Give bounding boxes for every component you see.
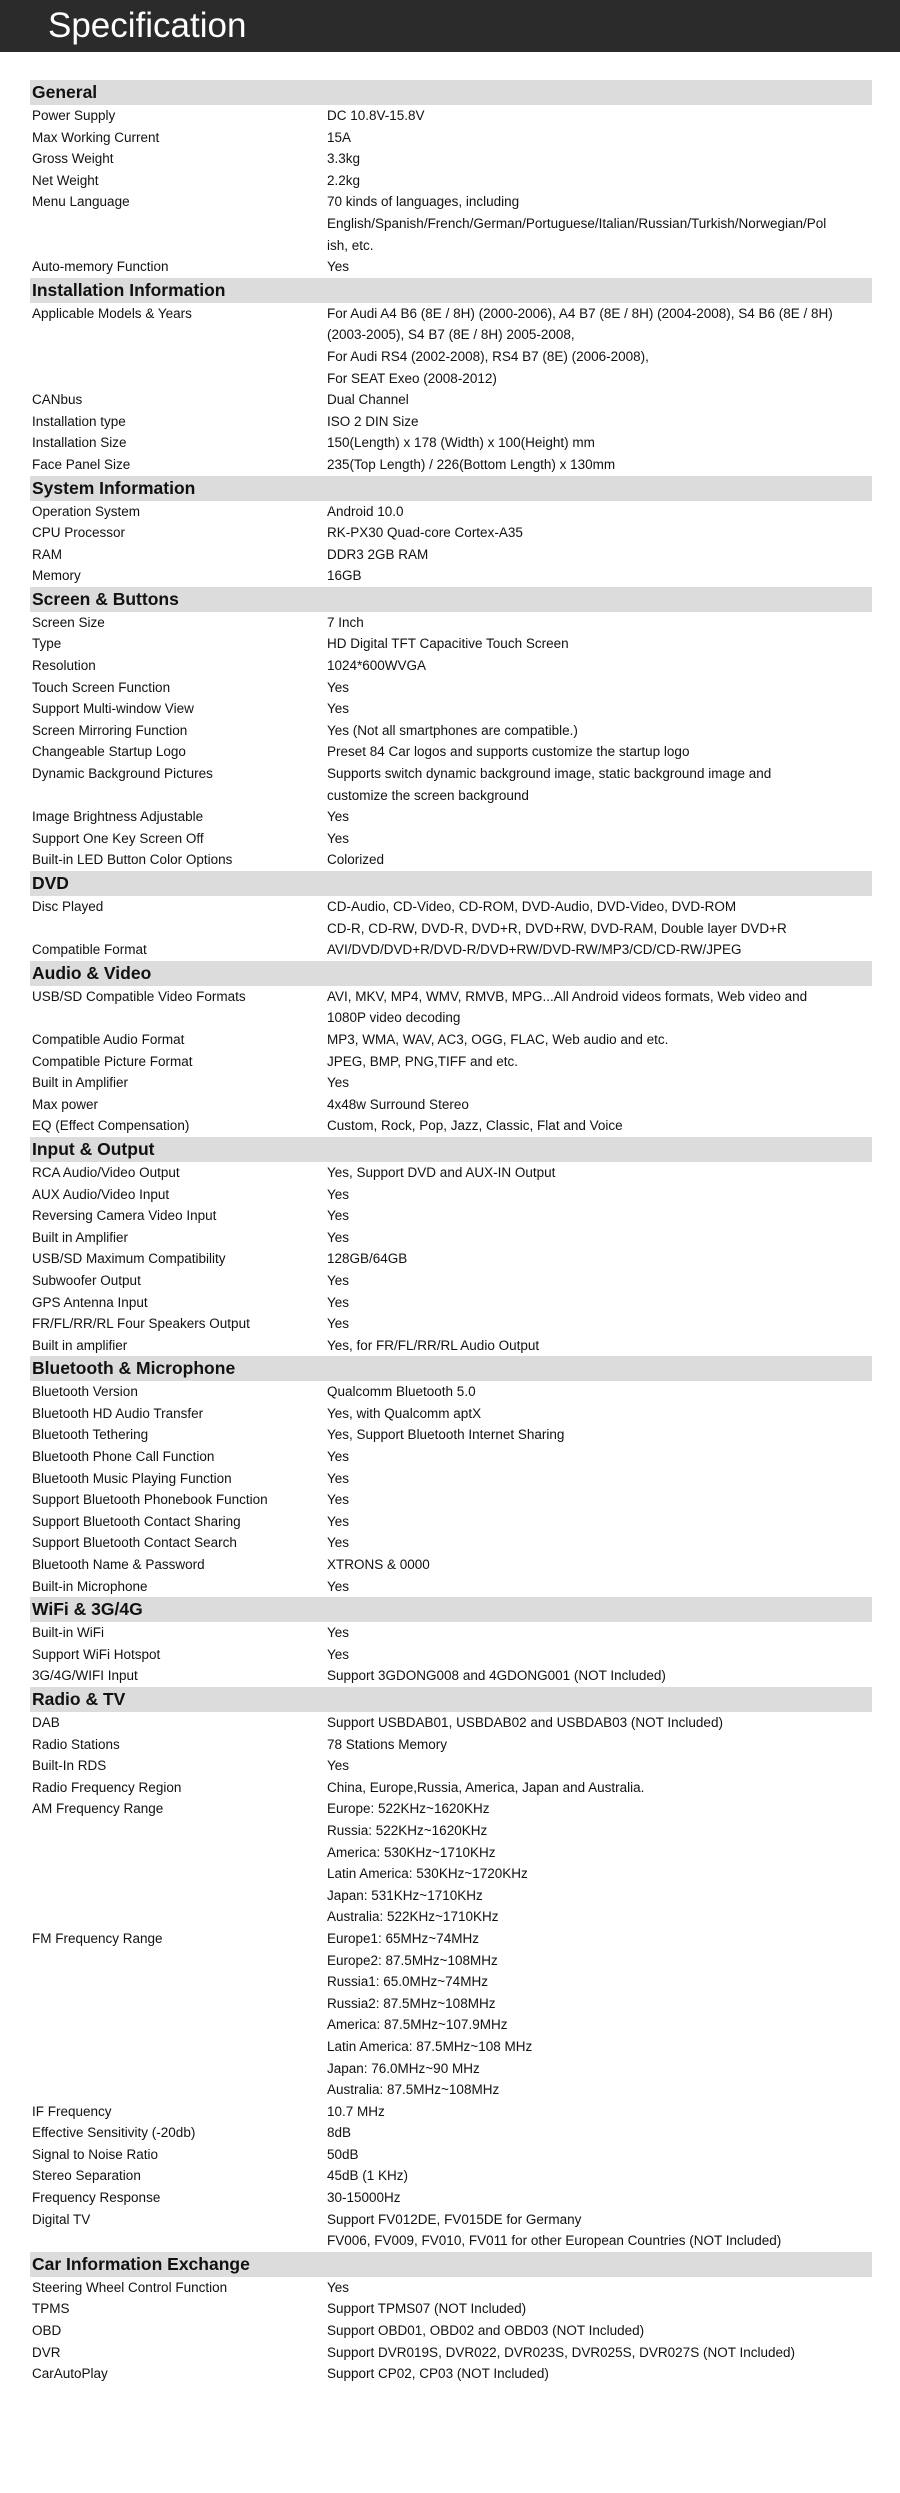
section-header: Bluetooth & Microphone [30,1356,872,1381]
spec-value: Europe1: 65MHz~74MHz Europe2: 87.5MHz~108MHz Russia1: 65.0MHz~74MHz Russia2: 87.5MHz~108MHz America: 87.5MHz~107.9MHz Latin America: 87.5MHz~108 MHz Japan: 76.0MHz~90 MHz Australia: 87.5MHz~108MHz [327,1930,533,2098]
spec-label: RCA Audio/Video Output [32,1164,180,1180]
spec-label: Power Supply [32,108,116,123]
spec-label: DVR [32,2344,61,2360]
spec-row [30,1755,872,1777]
spec-label: Type [32,636,62,652]
spec-row [30,2320,872,2342]
spec-section [30,871,872,961]
spec-label: Radio Frequency Region [32,1779,182,1795]
spec-label: FR/FL/RR/RL Four Speakers Output [32,1316,250,1332]
spec-value: 235(Top Length) / 226(Bottom Length) x 130mm [327,456,616,472]
spec-label: Installation Size [32,435,127,451]
spec-value: Yes, Support Bluetooth Internet Sharing [327,1427,565,1443]
spec-label: Net Weight [32,172,99,188]
spec-value: China, Europe,Russia, America, Japan and Australia. [327,1779,645,1795]
spec-label: Operation System [32,503,141,519]
spec-label: Support One Key Screen Off [32,830,204,846]
section-header: General [30,80,872,105]
spec-label: Screen Size [32,614,105,630]
spec-row [30,1798,872,1928]
spec-table [30,80,872,2385]
spec-value: Support TPMS07 (NOT Included) [327,2301,527,2317]
spec-label: Support Bluetooth Phonebook Function [32,1492,268,1508]
spec-value: Yes [327,2279,350,2295]
spec-value: 10.7 MHz [327,2103,385,2119]
spec-label: CarAutoPlay [32,2366,108,2382]
spec-value: Yes [327,1625,350,1641]
spec-row [30,1270,872,1292]
section-header: WiFi & 3G/4G [30,1597,872,1622]
spec-row [30,2342,872,2364]
spec-row [30,1734,872,1756]
spec-label: Compatible Audio Format [32,1031,185,1047]
spec-value: AVI/DVD/DVD+R/DVD-R/DVD+RW/DVD-RW/MP3/CD/CD-RW/JPEG [327,942,742,958]
spec-section [30,1137,872,1356]
spec-label: Bluetooth Tethering [32,1427,149,1443]
spec-row [30,1777,872,1799]
spec-label: Disc Played [32,899,104,914]
spec-label: USB/SD Compatible Video Formats [32,988,246,1004]
spec-label: 3G/4G/WIFI Input [32,1668,138,1684]
spec-value: For Audi A4 B6 (8E / 8H) (2000-2006), A4 B7 (8E / 8H) (2004-2008), S4 B6 (8E / 8H) (2003-2005), S4 B7 (8E / 8H) 2005-2008, For Audi RS4 (2002-2008), RS4 B7 (8E) (2006-2008), For SEAT Exeo (2008-2012) [327,305,833,386]
spec-label: TPMS [32,2301,70,2317]
spec-label: Support Bluetooth Contact Search [32,1535,237,1551]
spec-row [30,170,872,192]
spec-row [30,2298,872,2320]
spec-row [30,1248,872,1270]
spec-section [30,587,872,871]
spec-label: CANbus [32,392,83,408]
spec-row [30,1115,872,1137]
spec-row [30,655,872,677]
spec-row [30,1313,872,1335]
spec-label: Compatible Format [32,942,147,958]
spec-value: Yes [327,1272,350,1288]
spec-label: Screen Mirroring Function [32,722,188,738]
spec-value: Custom, Rock, Pop, Jazz, Classic, Flat and Voice [327,1118,623,1134]
spec-row [30,544,872,566]
spec-label: Radio Stations [32,1736,120,1752]
spec-label: Changeable Startup Logo [32,744,186,760]
spec-value: Yes [327,259,350,275]
spec-section [30,1356,872,1597]
spec-label: Bluetooth HD Audio Transfer [32,1405,204,1421]
spec-label: Bluetooth Phone Call Function [32,1449,215,1465]
spec-row [30,1403,872,1425]
spec-row [30,1424,872,1446]
spec-row [30,127,872,149]
section-header: Installation Information [30,278,872,303]
spec-label: GPS Antenna Input [32,1294,148,1310]
spec-value: Yes [327,1470,350,1486]
spec-value: Yes [327,1229,350,1245]
section-header: Input & Output [30,1137,872,1162]
spec-value: Support OBD01, OBD02 and OBD03 (NOT Included) [327,2323,645,2339]
spec-value: CD-Audio, CD-Video, CD-ROM, DVD-Audio, DVD-Video, DVD-ROM CD-R, CD-RW, DVD-R, DVD+R, DVD+RW, DVD-RAM, Double layer DVD+R [327,899,787,936]
spec-value: Qualcomm Bluetooth 5.0 [327,1384,476,1400]
spec-value: 15A [327,129,352,145]
spec-row [30,2101,872,2123]
spec-value: Preset 84 Car logos and supports customize the startup logo [327,744,690,760]
spec-value: Yes [327,1186,350,1202]
section-header: DVD [30,871,872,896]
spec-label: Menu Language [32,194,130,210]
spec-label: Frequency Response [32,2190,161,2206]
spec-row [30,2165,872,2187]
spec-label: Applicable Models & Years [32,305,192,321]
spec-label: Bluetooth Music Playing Function [32,1470,232,1486]
spec-row [30,1227,872,1249]
spec-value: Support 3GDONG008 and 4GDONG001 (NOT Included) [327,1668,666,1684]
spec-value: Yes [327,679,350,695]
spec-label: Auto-memory Function [32,259,169,275]
spec-row [30,1511,872,1533]
spec-value: Supports switch dynamic background image, static background image and customize the screen background [327,766,772,803]
spec-value: 45dB (1 KHz) [327,2168,409,2184]
spec-row [30,1446,872,1468]
spec-label: Memory [32,568,81,584]
spec-row [30,191,872,256]
spec-row [30,2187,872,2209]
spec-row [30,1576,872,1598]
spec-row [30,1072,872,1094]
spec-value: JPEG, BMP, PNG,TIFF and etc. [327,1053,519,1069]
spec-row [30,677,872,699]
spec-row [30,720,872,742]
spec-row [30,105,872,127]
spec-label: Effective Sensitivity (-20db) [32,2125,196,2141]
spec-value: RK-PX30 Quad-core Cortex-A35 [327,525,523,541]
spec-label: Resolution [32,658,96,674]
spec-value: DDR3 2GB RAM [327,546,429,562]
spec-label: CPU Processor [32,525,126,541]
spec-row [30,1554,872,1576]
spec-value: Yes [327,1075,350,1091]
spec-label: USB/SD Maximum Compatibility [32,1251,226,1267]
spec-value: Yes [327,1535,350,1551]
section-header: Car Information Exchange [30,2252,872,2277]
spec-value: AVI, MKV, MP4, WMV, RMVB, MPG...All Android videos formats, Web video and 1080P video decoding [327,988,808,1026]
spec-row [30,522,872,544]
spec-row [30,256,872,278]
spec-row [30,411,872,433]
spec-value: Yes [327,809,350,825]
spec-row [30,1162,872,1184]
spec-value: Yes [327,1758,350,1774]
spec-row [30,1335,872,1357]
spec-value: HD Digital TFT Capacitive Touch Screen [327,636,569,652]
spec-value: Yes [327,1578,350,1594]
spec-row [30,1712,872,1734]
spec-row [30,2277,872,2299]
spec-row [30,303,872,389]
spec-label: AUX Audio/Video Input [32,1186,170,1202]
spec-label: Signal to Noise Ratio [32,2146,159,2162]
spec-label: FM Frequency Range [32,1930,163,1946]
spec-value: 78 Stations Memory [327,1736,448,1752]
spec-row [30,1665,872,1687]
spec-label: EQ (Effect Compensation) [32,1118,190,1134]
spec-value: Yes [327,701,350,717]
spec-value: Yes [327,1513,350,1529]
spec-row [30,1381,872,1403]
spec-value: 4x48w Surround Stereo [327,1096,469,1112]
spec-row [30,1622,872,1644]
spec-value: 3.3kg [327,151,361,167]
spec-row [30,806,872,828]
spec-value: Europe: 522KHz~1620KHz Russia: 522KHz~1620KHz America: 530KHz~1710KHz Latin America: 530KHz~1720KHz Japan: 531KHz~1710KHz Australia: 522KHz~1710KHz [327,1801,528,1925]
spec-row [30,389,872,411]
spec-row [30,1644,872,1666]
spec-value: 50dB [327,2146,359,2162]
spec-label: Gross Weight [32,151,114,167]
spec-value: Yes [327,830,350,846]
spec-label: Bluetooth Name & Password [32,1557,205,1573]
spec-row [30,633,872,655]
spec-row [30,828,872,850]
spec-value: XTRONS & 0000 [327,1557,430,1573]
spec-label: IF Frequency [32,2103,112,2119]
spec-label: Built in Amplifier [32,1229,129,1245]
spec-label: Max power [32,1096,99,1112]
page-title: Specification [48,6,247,45]
spec-value: 128GB/64GB [327,1251,408,1267]
spec-row [30,986,872,1029]
section-header: Radio & TV [30,1687,872,1712]
spec-value: Yes (Not all smartphones are compatible.) [327,722,578,738]
spec-row [30,763,872,806]
spec-row [30,501,872,523]
spec-row [30,1094,872,1116]
spec-value: 70 kinds of languages, including English/Spanish/French/German/Portuguese/Italian/Russian/Turkish/Norwegian/Pol ish, etc. [327,194,827,253]
spec-section [30,80,872,278]
spec-row [30,1205,872,1227]
spec-row [30,741,872,763]
spec-row [30,2144,872,2166]
spec-value: Yes, with Qualcomm aptX [327,1405,482,1421]
spec-label: Support WiFi Hotspot [32,1646,161,1662]
spec-value: ISO 2 DIN Size [327,413,419,429]
spec-label: Built-in WiFi [32,1625,105,1641]
spec-value: DC 10.8V-15.8V [327,108,425,123]
spec-label: Built-in Microphone [32,1578,148,1594]
spec-value: 2.2kg [327,172,361,188]
spec-row [30,896,872,939]
spec-row [30,432,872,454]
spec-value: Yes [327,1646,350,1662]
section-header: System Information [30,476,872,501]
spec-row [30,454,872,476]
spec-label: Touch Screen Function [32,679,171,695]
spec-value: Colorized [327,852,385,868]
page-banner [0,0,900,52]
spec-section [30,476,872,587]
spec-section [30,961,872,1137]
spec-label: Built-In RDS [32,1758,107,1774]
spec-label: Dynamic Background Pictures [32,766,213,782]
spec-label: AM Frequency Range [32,1801,164,1817]
spec-row [30,849,872,871]
spec-label: DAB [32,1715,60,1730]
spec-value: MP3, WMA, WAV, AC3, OGG, FLAC, Web audio and etc. [327,1031,669,1047]
spec-label: Bluetooth Version [32,1384,138,1400]
spec-value: Yes, Support DVD and AUX-IN Output [327,1164,556,1180]
spec-row [30,1184,872,1206]
spec-section [30,278,872,476]
spec-label: Stereo Separation [32,2168,141,2184]
spec-label: Image Brightness Adjustable [32,809,204,825]
section-header: Screen & Buttons [30,587,872,612]
spec-value: Support DVR019S, DVR022, DVR023S, DVR025S, DVR027S (NOT Included) [327,2344,795,2360]
spec-value: 30-15000Hz [327,2190,401,2206]
spec-label: Steering Wheel Control Function [32,2279,228,2295]
spec-value: Yes, for FR/FL/RR/RL Audio Output [327,1337,540,1353]
spec-section [30,1597,872,1687]
spec-section [30,2252,872,2385]
spec-row [30,1051,872,1073]
spec-row [30,565,872,587]
spec-label: OBD [32,2323,62,2339]
spec-value: Dual Channel [327,392,409,408]
spec-label: Built in Amplifier [32,1075,129,1091]
spec-row [30,698,872,720]
spec-label: Subwoofer Output [32,1272,141,1288]
spec-value: Yes [327,1294,350,1310]
spec-label: Face Panel Size [32,456,131,472]
spec-value: 150(Length) x 178 (Width) x 100(Height) mm [327,435,595,451]
spec-value: Support FV012DE, FV015DE for Germany FV006, FV009, FV010, FV011 for other European Countries (NOT Included) [327,2211,782,2249]
spec-row [30,2363,872,2385]
spec-value: Yes [327,1208,350,1224]
spec-value: 7 Inch [327,614,364,630]
spec-value: 1024*600WVGA [327,658,427,674]
spec-value: Support CP02, CP03 (NOT Included) [327,2366,549,2382]
spec-label: Reversing Camera Video Input [32,1208,217,1224]
spec-row [30,1292,872,1314]
spec-row [30,1928,872,2101]
section-header: Audio & Video [30,961,872,986]
spec-value: 8dB [327,2125,352,2141]
spec-row [30,2209,872,2252]
spec-label: Support Multi-window View [32,701,194,717]
spec-label: Built in amplifier [32,1337,128,1353]
spec-row [30,1489,872,1511]
spec-label: Digital TV [32,2211,91,2227]
spec-row [30,2122,872,2144]
spec-value: Yes [327,1449,350,1465]
spec-value: Yes [327,1492,350,1508]
spec-row [30,1532,872,1554]
spec-section [30,1687,872,2252]
spec-row [30,1029,872,1051]
spec-label: Compatible Picture Format [32,1053,193,1069]
spec-label: Max Working Current [32,129,160,145]
spec-row [30,148,872,170]
spec-row [30,939,872,961]
spec-label: RAM [32,546,62,562]
spec-value: Android 10.0 [327,503,404,519]
spec-label: Installation type [32,413,126,429]
spec-label: Built-in LED Button Color Options [32,852,233,868]
spec-row [30,1468,872,1490]
spec-label: Support Bluetooth Contact Sharing [32,1513,241,1529]
spec-value: Yes [327,1316,350,1332]
spec-row [30,612,872,634]
spec-value: Support USBDAB01, USBDAB02 and USBDAB03 (NOT Included) [327,1715,723,1730]
spec-value: 16GB [327,568,362,584]
